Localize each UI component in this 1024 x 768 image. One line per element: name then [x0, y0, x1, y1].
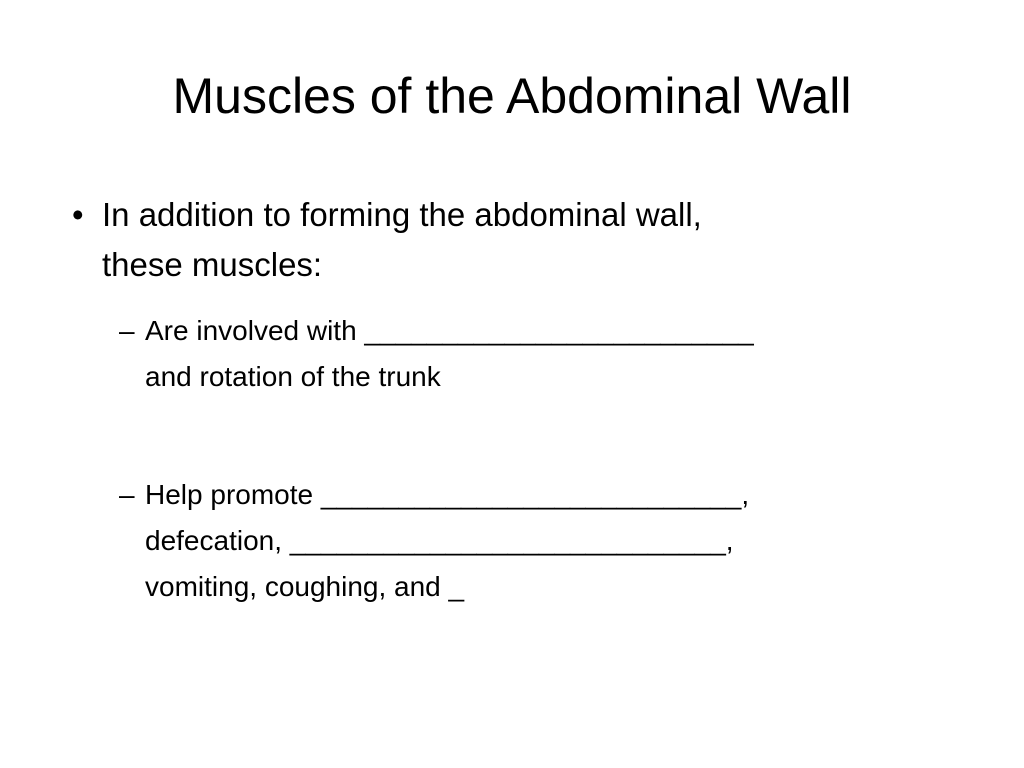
sub-bullet-2-line-3: vomiting, coughing, and _: [145, 571, 465, 602]
sub-bullet-marker: –: [119, 479, 135, 510]
sub-bullet-item-1: [119, 308, 972, 400]
sub-bullet-1-line-2: and rotation of the trunk: [145, 361, 441, 392]
sub-bullet-item-2: [119, 472, 972, 610]
sub-bullet-marker: –: [119, 315, 135, 346]
sub-bullet-1-line-1: Are involved with _________________________: [145, 315, 754, 346]
slide-title: Muscles of the Abdominal Wall: [172, 68, 852, 124]
bullet-text-line-1: In addition to forming the abdominal wall,: [102, 196, 702, 233]
slide-body: [72, 190, 972, 610]
bullet-marker: •: [72, 196, 84, 233]
bullet-text-line-2: these muscles:: [102, 246, 323, 283]
sub-bullet-2-line-1: Help promote ___________________________,: [145, 479, 750, 510]
sub-bullet-2-line-2: defecation, ____________________________,: [145, 525, 734, 556]
bullet-item: [72, 190, 972, 290]
